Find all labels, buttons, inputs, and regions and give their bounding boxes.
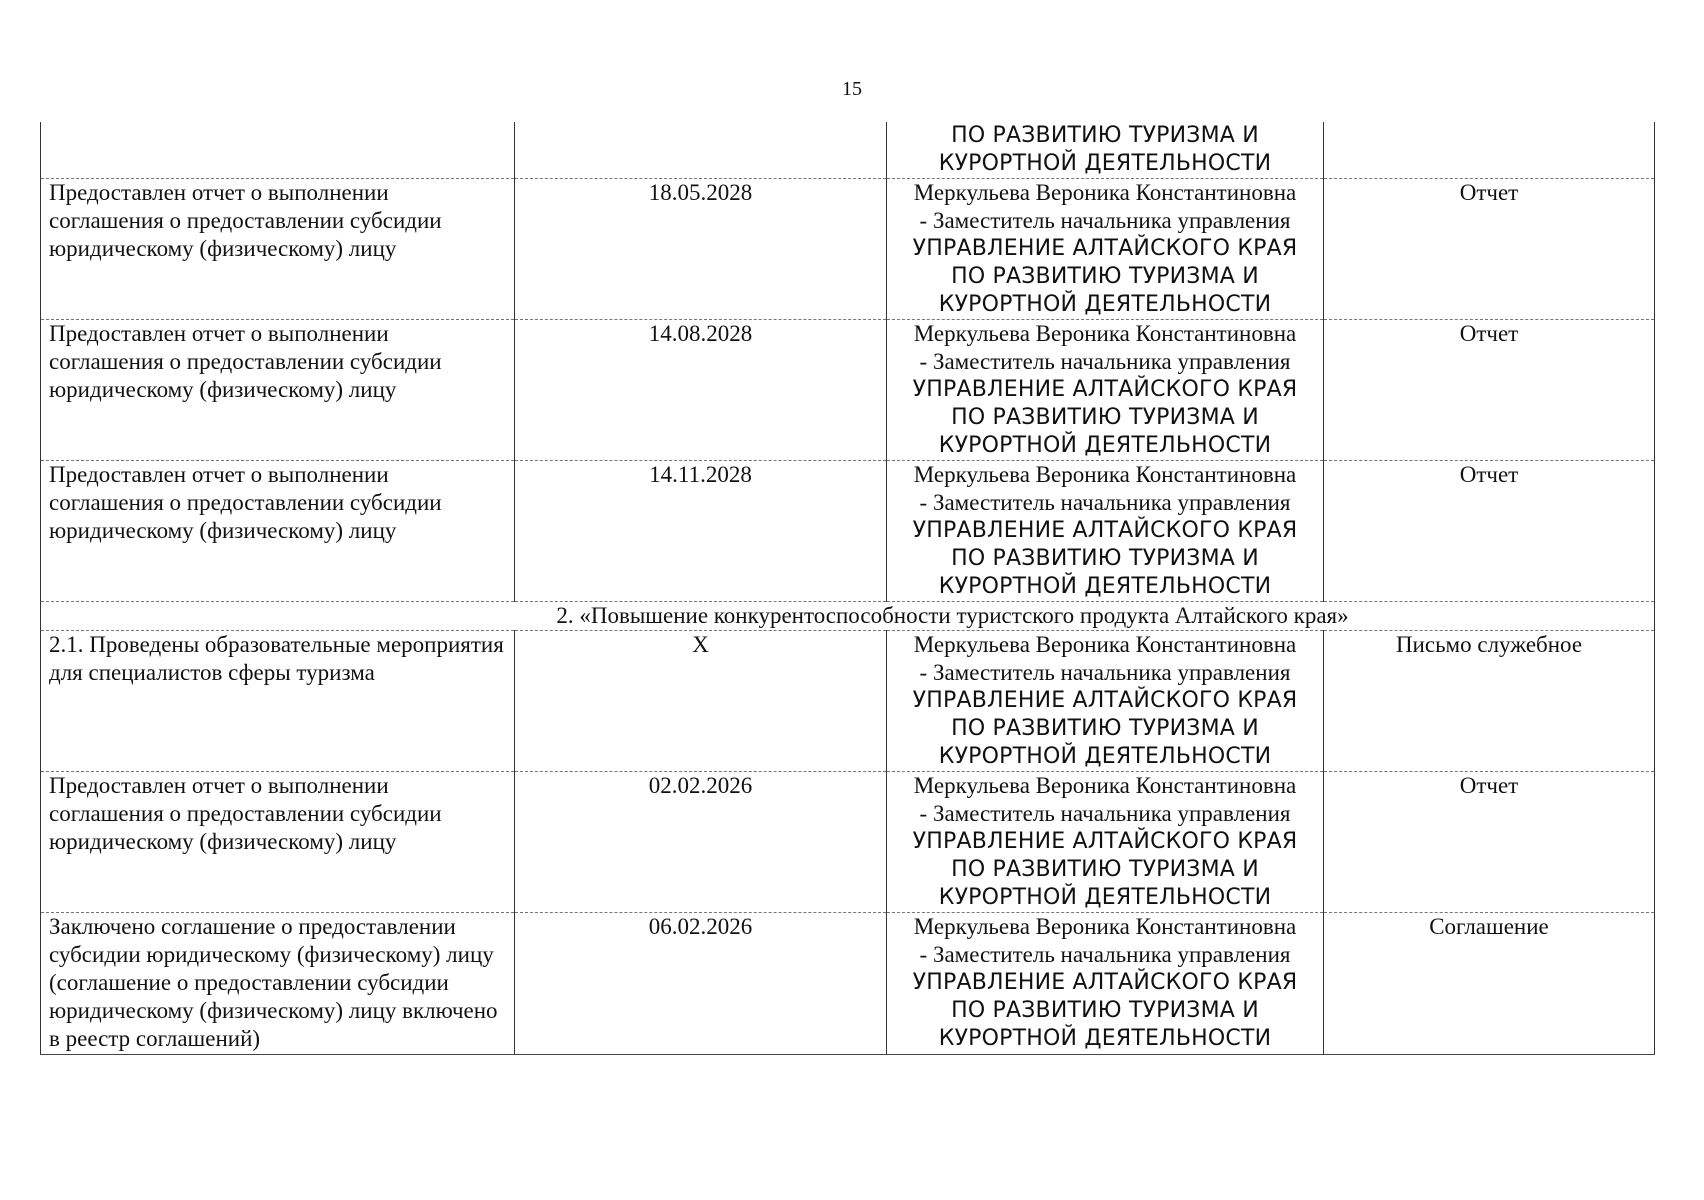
table-row [41, 913, 1655, 1055]
responsible-organization: УПРАВЛЕНИЕ АЛТАЙСКОГО КРАЯ ПО РАЗВИТИЮ ТУРИЗМА И КУРОРТНОЙ ДЕЯТЕЛЬНОСТИ [912, 829, 1298, 910]
document-type: Отчет [1324, 461, 1655, 602]
event-date: 06.02.2026 [515, 913, 887, 1055]
event-date [515, 122, 887, 179]
section-heading-row [41, 602, 1655, 631]
section-heading [41, 602, 1655, 631]
table-row [41, 461, 1655, 602]
event-date: 02.02.2026 [515, 772, 887, 913]
event-date: 14.08.2028 [515, 320, 887, 461]
event-description: Заключено соглашение о предоставлении субсидии юридическому (физическому) лицу (соглашение о предоставлении субсидии юридическому (физическому) лицу включено в реестр соглашений) [41, 913, 515, 1055]
document-type: Отчет [1324, 320, 1655, 461]
table-row [41, 179, 1655, 320]
plan-table [40, 122, 1655, 1055]
event-description: Предоставлен отчет о выполнении соглашения о предоставлении субсидии юридическому (физическому) лицу [41, 461, 515, 602]
responsible-cell [887, 320, 1324, 461]
event-description [41, 122, 515, 179]
responsible-role: - Заместитель начальника управления [919, 660, 1291, 685]
responsible-organization: ПО РАЗВИТИЮ ТУРИЗМА И КУРОРТНОЙ ДЕЯТЕЛЬНОСТИ [938, 123, 1272, 176]
responsible-name: Меркульева Вероника Константиновна [913, 462, 1297, 487]
responsible-role: - Заместитель начальника управления [919, 801, 1291, 826]
table-row [41, 320, 1655, 461]
responsible-name: Меркульева Вероника Константиновна [913, 773, 1297, 798]
event-description: Предоставлен отчет о выполнении соглашения о предоставлении субсидии юридическому (физическому) лицу [41, 320, 515, 461]
event-description: 2.1. Проведены образовательные мероприятия для специалистов сферы туризма [41, 631, 515, 772]
section-heading-text: 2. «Повышение конкурентоспособности туристского продукта Алтайского края» [556, 603, 1349, 628]
page-number: 15 [842, 78, 862, 100]
responsible-role: - Заместитель начальника управления [919, 208, 1291, 233]
responsible-cell [887, 913, 1324, 1055]
table-row [41, 122, 1655, 179]
responsible-cell [887, 122, 1324, 179]
responsible-name: Меркульева Вероника Константиновна [913, 180, 1297, 205]
event-description: Предоставлен отчет о выполнении соглашения о предоставлении субсидии юридическому (физическому) лицу [41, 179, 515, 320]
responsible-name: Меркульева Вероника Константиновна [913, 321, 1297, 346]
event-date: X [515, 631, 887, 772]
table-row [41, 631, 1655, 772]
responsible-role: - Заместитель начальника управления [919, 942, 1291, 967]
document-type: Соглашение [1324, 913, 1655, 1055]
responsible-cell [887, 179, 1324, 320]
responsible-role: - Заместитель начальника управления [919, 349, 1291, 374]
responsible-organization: УПРАВЛЕНИЕ АЛТАЙСКОГО КРАЯ ПО РАЗВИТИЮ ТУРИЗМА И КУРОРТНОЙ ДЕЯТЕЛЬНОСТИ [912, 970, 1298, 1051]
responsible-organization: УПРАВЛЕНИЕ АЛТАЙСКОГО КРАЯ ПО РАЗВИТИЮ ТУРИЗМА И КУРОРТНОЙ ДЕЯТЕЛЬНОСТИ [912, 518, 1298, 599]
document-type: Отчет [1324, 772, 1655, 913]
document-type: Письмо служебное [1324, 631, 1655, 772]
event-date: 14.11.2028 [515, 461, 887, 602]
responsible-cell [887, 631, 1324, 772]
responsible-organization: УПРАВЛЕНИЕ АЛТАЙСКОГО КРАЯ ПО РАЗВИТИЮ ТУРИЗМА И КУРОРТНОЙ ДЕЯТЕЛЬНОСТИ [912, 688, 1298, 769]
responsible-cell [887, 772, 1324, 913]
responsible-name: Меркульева Вероника Константиновна [913, 914, 1297, 939]
document-type: Отчет [1324, 179, 1655, 320]
responsible-organization: УПРАВЛЕНИЕ АЛТАЙСКОГО КРАЯ ПО РАЗВИТИЮ ТУРИЗМА И КУРОРТНОЙ ДЕЯТЕЛЬНОСТИ [912, 236, 1298, 317]
document-type [1324, 122, 1655, 179]
event-date: 18.05.2028 [515, 179, 887, 320]
responsible-organization: УПРАВЛЕНИЕ АЛТАЙСКОГО КРАЯ ПО РАЗВИТИЮ ТУРИЗМА И КУРОРТНОЙ ДЕЯТЕЛЬНОСТИ [912, 377, 1298, 458]
responsible-role: - Заместитель начальника управления [919, 490, 1291, 515]
table-row [41, 772, 1655, 913]
responsible-cell [887, 461, 1324, 602]
event-description: Предоставлен отчет о выполнении соглашения о предоставлении субсидии юридическому (физическому) лицу [41, 772, 515, 913]
responsible-name: Меркульева Вероника Константиновна [913, 632, 1297, 657]
